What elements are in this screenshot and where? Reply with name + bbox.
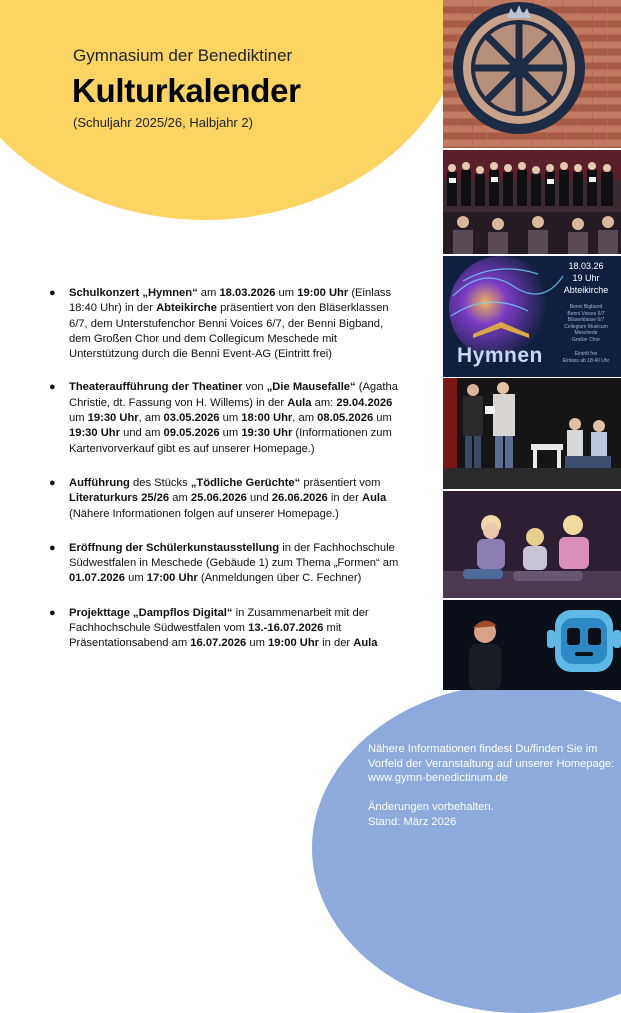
event-highlight: Aufführung	[69, 476, 130, 489]
event-highlight: „Tödliche Gerüchte“	[190, 476, 301, 489]
homepage-link[interactable]: www.gymn-benedictinum.de	[368, 772, 508, 785]
poster-date: 18.03.26	[568, 261, 604, 271]
event-segment: in der Fachhochschule Südwestfalen in Meschede (Gebäude 1) zum Thema „Formen“ am	[69, 541, 399, 570]
list-item	[49, 476, 399, 522]
event-segment: präsentiert vom	[300, 476, 381, 489]
event-segment: am:	[311, 396, 337, 409]
event-segment: um	[275, 287, 298, 299]
event-highlight: 19:30 Uhr	[87, 412, 139, 425]
event-highlight: 03.05.2026	[163, 412, 220, 425]
event-highlight: 18:00 Uhr	[241, 412, 293, 425]
poster-performer: Großer Chor	[571, 336, 601, 343]
poster-performer: Collegium Musicum Meschede	[564, 323, 608, 336]
school-name: Gymnasium der Benediktiner	[73, 46, 293, 65]
event-segment: um	[246, 637, 269, 650]
event-highlight: Schulkonzert „Hymnen“	[69, 287, 198, 299]
poster-performer: Benni Bigband	[569, 304, 603, 310]
page-subtitle: (Schuljahr 2025/26, Halbjahr 2)	[73, 115, 253, 130]
list-item	[49, 541, 399, 587]
event-text	[69, 287, 391, 360]
footer-info-text: Nähere Informationen findest Du/finden Sie im Vorfeld der Veranstaltung auf unserer Homepage:	[368, 743, 615, 770]
event-highlight: 01.07.2026	[69, 572, 125, 585]
bullet-icon: ●	[49, 381, 56, 394]
robot-project-photo	[443, 600, 621, 690]
event-segment: am	[197, 287, 220, 299]
event-segment: von	[242, 381, 267, 394]
bullet-icon: ●	[49, 541, 56, 554]
event-segment: um	[373, 412, 392, 425]
event-segment: (Anmeldungen über C. Fechner)	[197, 572, 362, 585]
poster-title: Hymnen	[457, 344, 543, 367]
page-title: Kulturkalender	[72, 72, 301, 109]
event-highlight: „Die Mausefalle“	[266, 381, 356, 394]
concert-poster	[443, 256, 621, 377]
event-segment: um	[219, 427, 242, 440]
theatre-photo	[443, 378, 621, 489]
list-item	[49, 606, 399, 652]
event-segment: (Informationen zum Kartenvorverkauf gibt es auf unserer Homepage.)	[69, 427, 392, 455]
event-highlight: 25.06.2026	[190, 492, 247, 505]
poster-entry: Einlass ab 18:40 Uhr	[562, 357, 610, 364]
event-highlight: 19:30 Uhr	[241, 427, 293, 440]
event-segment: in der	[327, 492, 362, 505]
event-highlight: Projekttage „Dampflos Digital“	[69, 606, 233, 619]
event-segment: mit Präsentationsabend am	[69, 622, 342, 650]
event-segment: , am	[138, 412, 164, 425]
event-segment: (Einlass 18:40 Uhr) in der	[69, 287, 392, 315]
event-highlight: Aula	[361, 492, 387, 505]
event-segment: (Agatha Christie, dt. Fassung von H. Willems) in der	[69, 381, 398, 409]
event-highlight: 19:30 Uhr	[69, 427, 120, 440]
event-highlight: 18.03.2026	[219, 287, 276, 299]
bullet-icon: ●	[49, 476, 56, 489]
event-highlight: 09.05.2026	[163, 427, 220, 440]
event-segment: um	[219, 412, 242, 425]
event-highlight: 19:00 Uhr	[268, 637, 320, 650]
event-text	[69, 381, 398, 454]
choir-photo	[443, 150, 621, 254]
event-segment: in Zusammenarbeit mit der Fachhochschule Südwestfalen vom	[69, 606, 369, 635]
event-highlight: 16.07.2026	[190, 637, 247, 650]
school-logo-photo	[443, 0, 621, 148]
bullet-icon: ●	[49, 606, 56, 619]
event-highlight: 08.05.2026	[317, 412, 374, 425]
event-highlight: 17:00 Uhr	[146, 572, 198, 585]
event-highlight: Theateraufführung der Theatiner	[69, 381, 243, 394]
event-segment: und	[246, 492, 272, 505]
event-highlight: Aula	[353, 637, 378, 650]
footer-info	[368, 742, 618, 830]
list-item	[49, 380, 399, 456]
poster-performer: Benni Voices 6/7	[567, 310, 605, 317]
poster-details	[555, 260, 617, 364]
footer-note: Änderungen vorbehalten.	[368, 801, 494, 814]
event-segment: und am	[120, 427, 164, 440]
event-segment: in der	[319, 637, 354, 650]
event-segment: präsentiert von den Bläserklassen 6/7, dem Unterstufenchor Benni Voices 6/7, der Benni Bigband, dem Großen Chor und dem Collegicum Meschede mit Unterstützung durch die Benni Event-AG (Eintritt frei)	[69, 302, 389, 361]
photo-column	[443, 0, 621, 690]
event-text	[69, 477, 386, 520]
literature-course-photo	[443, 491, 621, 598]
event-highlight: 29.04.2026	[336, 396, 393, 409]
event-list	[49, 286, 399, 652]
blue-footer-shape	[312, 683, 621, 1013]
poster-entry: Eintritt frei	[574, 351, 598, 357]
list-item	[49, 286, 399, 362]
event-highlight: Aula	[287, 396, 312, 409]
event-highlight: Eröffnung der Schülerkunstausstellung	[69, 541, 280, 554]
event-segment: , am	[292, 412, 318, 425]
event-segment: des Stücks	[129, 476, 191, 489]
bullet-icon: ●	[49, 287, 56, 299]
event-highlight: Abteikirche	[156, 302, 217, 315]
event-text	[69, 542, 398, 585]
event-segment: um	[125, 572, 147, 585]
event-segment: (Nähere Informationen folgen auf unserer Homepage.)	[69, 507, 339, 520]
event-segment: um	[69, 412, 88, 425]
poster-performer: Bläserklasse 6/7	[567, 317, 605, 323]
poster-venue: Abteikirche	[563, 285, 609, 295]
event-highlight: Literaturkurs 25/26	[69, 492, 170, 505]
event-segment: am	[169, 492, 191, 505]
event-highlight: 26.06.2026	[271, 492, 328, 505]
footer-status: Stand: März 2026	[368, 815, 457, 828]
yellow-header-shape	[0, 0, 470, 220]
event-highlight: 19:00 Uhr	[297, 287, 349, 299]
event-text	[69, 607, 378, 650]
poster-time: 19 Uhr	[572, 273, 600, 283]
event-highlight: 13.-16.07.2026	[248, 622, 324, 635]
